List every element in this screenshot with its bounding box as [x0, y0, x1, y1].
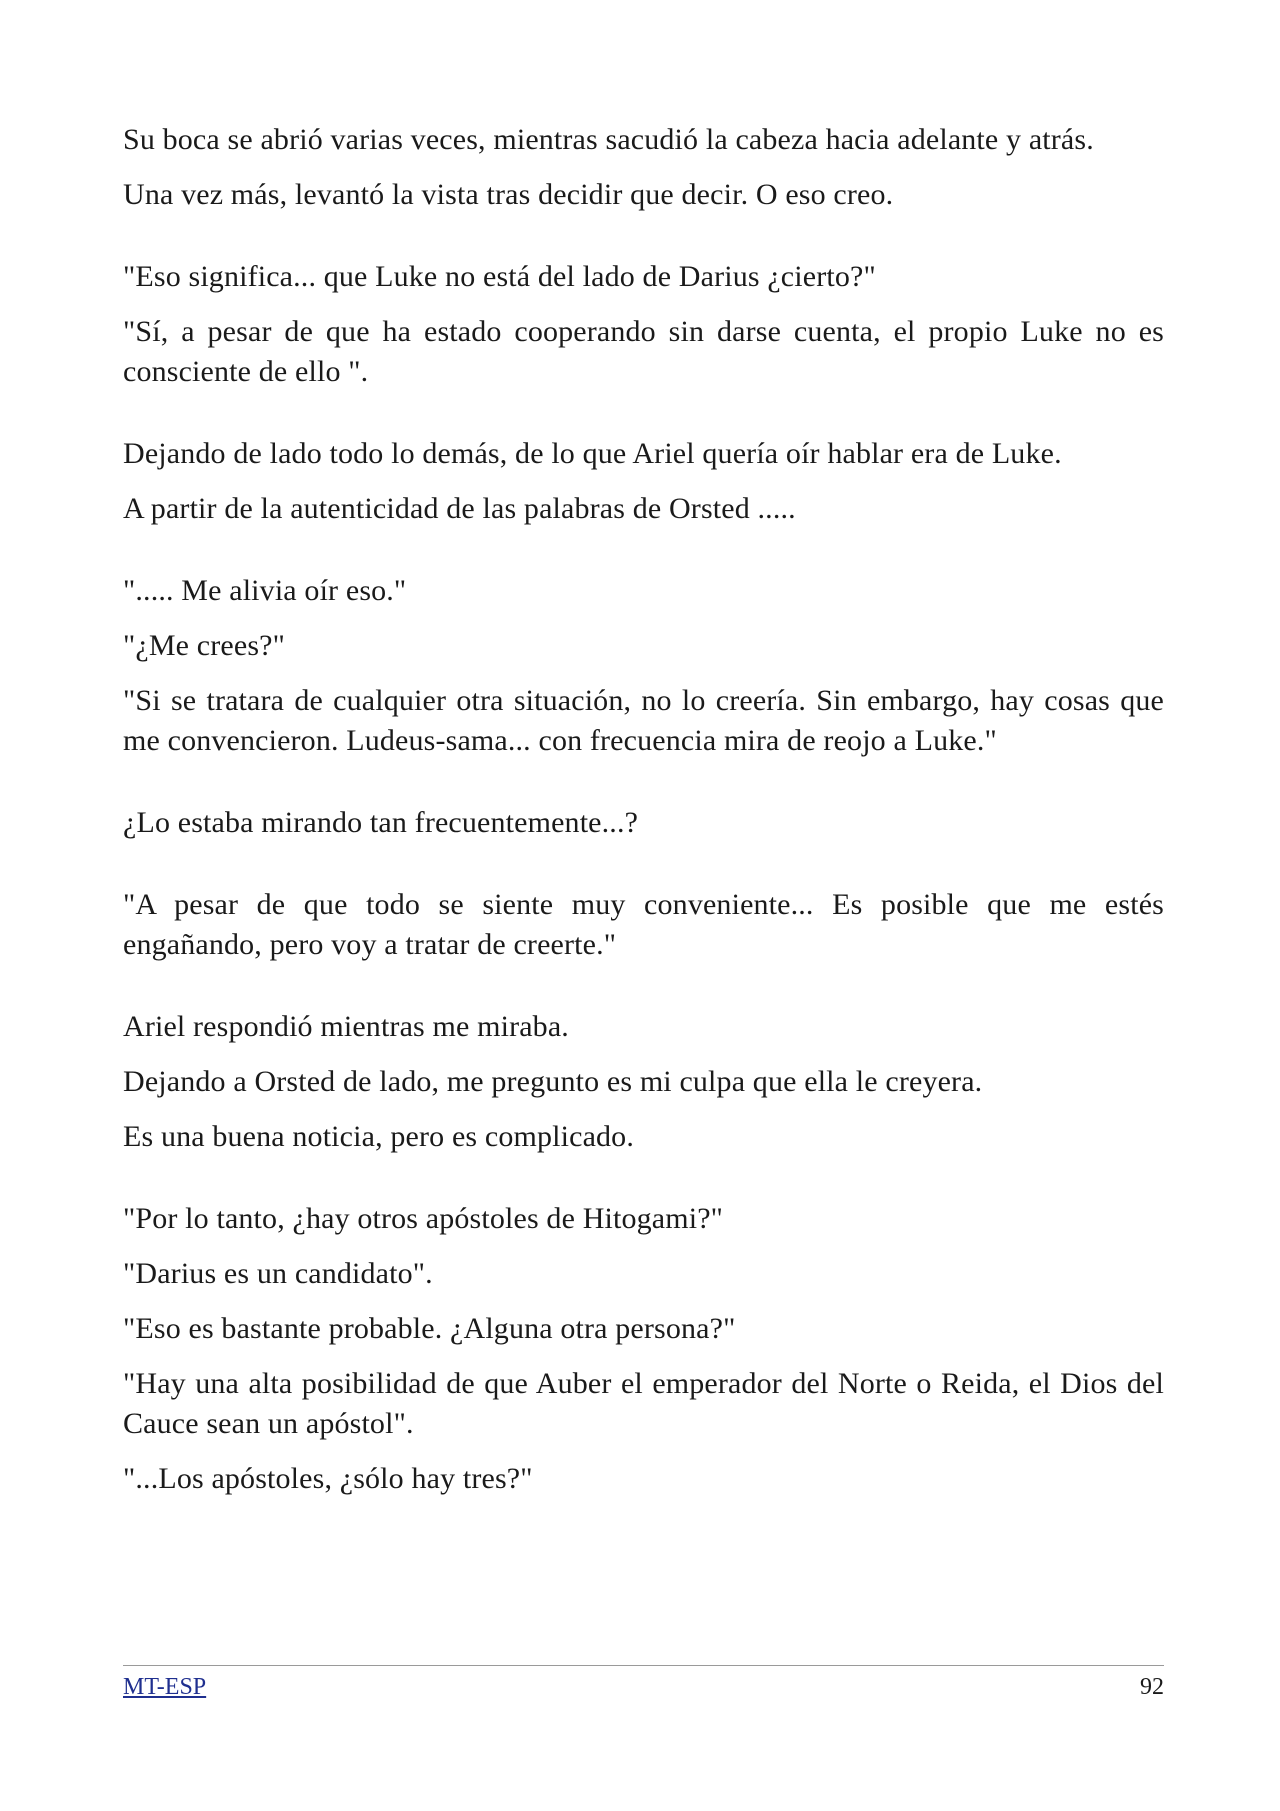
paragraph: "Por lo tanto, ¿hay otros apóstoles de Hitogami?" — [123, 1202, 724, 1235]
paragraph: Dejando a Orsted de lado, me pregunto es mi culpa que ella le creyera. — [123, 1065, 983, 1098]
paragraph: "..... Me alivia oír eso." — [123, 574, 407, 607]
paragraph: "Darius es un candidato". — [123, 1257, 433, 1290]
paragraph: "¿Me crees?" — [123, 629, 286, 662]
paragraph: ¿Lo estaba mirando tan frecuentemente...? — [123, 806, 639, 839]
page-number: 92 — [1140, 1674, 1164, 1700]
paragraph: Ariel respondió mientras me miraba. — [123, 1010, 569, 1043]
paragraph: Dejando de lado todo lo demás, de lo que Ariel quería oír hablar era de Luke. — [123, 437, 1062, 470]
paragraph: "A pesar de que todo se siente muy conveniente... Es posible que me estés engañando, pero voy a tratar de creerte." — [123, 888, 1164, 961]
paragraph: Es una buena noticia, pero es complicado. — [123, 1120, 634, 1153]
paragraph: "Eso significa... que Luke no está del lado de Darius ¿cierto?" — [123, 260, 876, 293]
page-footer — [123, 1665, 1164, 1702]
paragraph: "Hay una alta posibilidad de que Auber el emperador del Norte o Reida, el Dios del Cauce sean un apóstol". — [123, 1367, 1164, 1440]
footer-link[interactable]: MT-ESP — [123, 1674, 207, 1700]
paragraph: "Si se tratara de cualquier otra situación, no lo creería. Sin embargo, hay cosas que me convencieron. Ludeus-sama... con frecuencia mira de reojo a Luke." — [123, 684, 1164, 757]
paragraph: "...Los apóstoles, ¿sólo hay tres?" — [123, 1462, 533, 1495]
paragraph: A partir de la autenticidad de las palabras de Orsted ..... — [123, 492, 796, 525]
paragraph: "Sí, a pesar de que ha estado cooperando sin darse cuenta, el propio Luke no es consciente de ello ". — [123, 315, 1164, 388]
paragraph: Su boca se abrió varias veces, mientras sacudió la cabeza hacia adelante y atrás. — [123, 123, 1094, 156]
paragraph: Una vez más, levantó la vista tras decidir que decir. O eso creo. — [123, 178, 894, 211]
document-body — [123, 120, 1164, 1514]
paragraph: "Eso es bastante probable. ¿Alguna otra persona?" — [123, 1312, 736, 1345]
